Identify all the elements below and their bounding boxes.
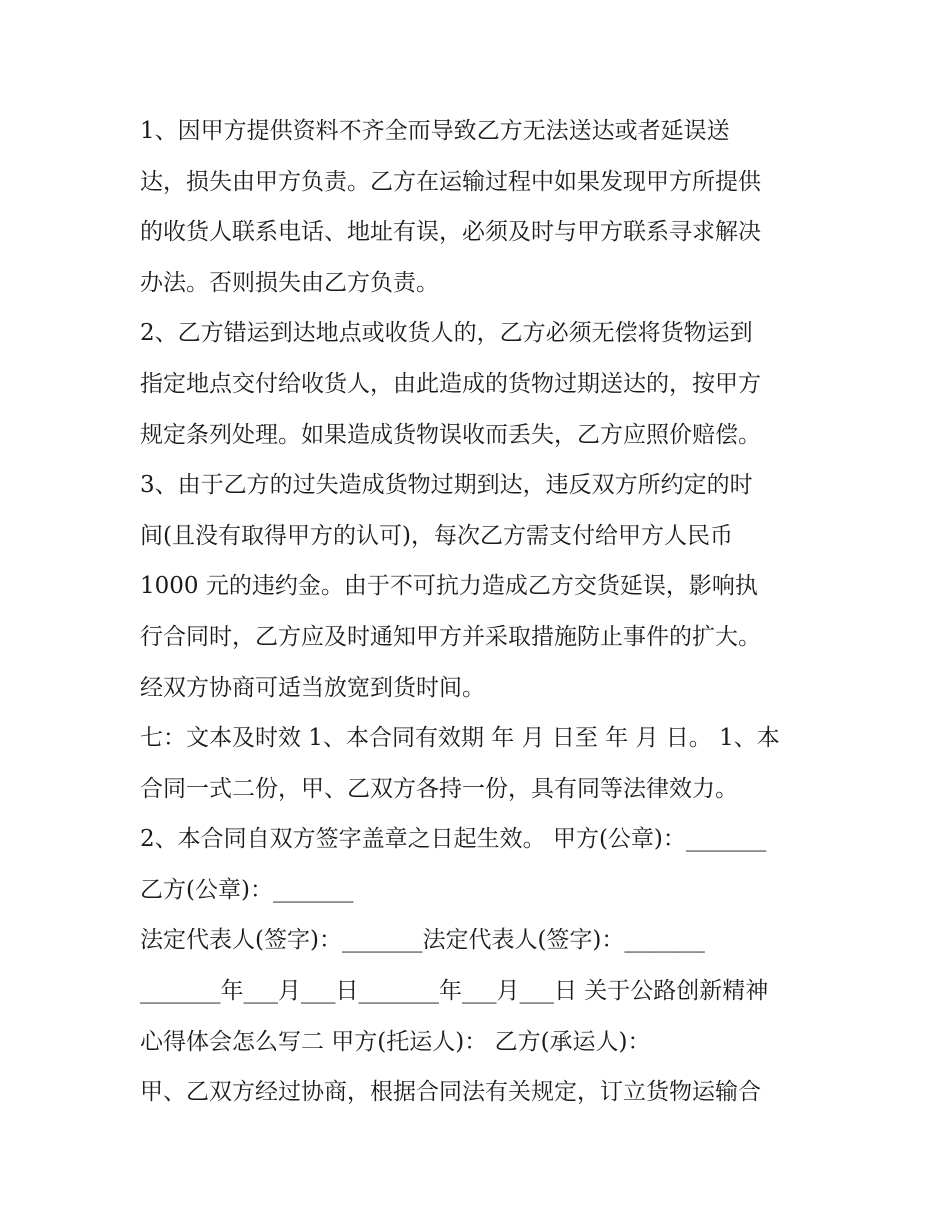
text-line: 心得体会怎么写二 甲方(托运人)： 乙方(承运人)： xyxy=(140,1029,651,1055)
text-line: 间(且没有取得甲方的认可)，每次乙方需支付给甲方人民币 xyxy=(140,523,733,549)
text-line: 2、乙方错运到达地点或收货人的，乙方必须无偿将货物运到 xyxy=(140,320,753,346)
text-line: 经双方协商可适当放宽到货时间。 xyxy=(140,675,485,701)
text-line: 乙方(公章)：_______ xyxy=(140,877,354,903)
text-line: 指定地点交付给收货人，由此造成的货物过期送达的，按甲方 xyxy=(140,371,761,397)
text-line: 行合同时，乙方应及时通知甲方并采取措施防止事件的扩大。 xyxy=(140,624,761,650)
text-line: 办法。否则损失由乙方负责。 xyxy=(140,270,439,296)
text-line: 的收货人联系电话、地址有误，必须及时与甲方联系寻求解决 xyxy=(140,219,761,245)
text-line: 合同一式二份，甲、乙双方各持一份，具有同等法律效力。 xyxy=(140,776,738,802)
text-line: 1000 元的违约金。由于不可抗力造成乙方交货延误，影响执 xyxy=(140,573,758,599)
text-line: 3、由于乙方的过失造成货物过期到达，违反双方所约定的时 xyxy=(140,472,753,498)
text-line: 1、因甲方提供资料不齐全而导致乙方无法送达或者延误送 xyxy=(140,118,730,144)
text-line: 甲、乙双方经过协商，根据合同法有关规定，订立货物运输合 xyxy=(140,1079,761,1105)
text-line: 法定代表人(签字)：_______法定代表人(签字)：_______ xyxy=(140,927,705,953)
text-line: _______年___月___日_______年___月___日 关于公路创新精神 xyxy=(140,978,769,1004)
text-line: 七：文本及时效 1、本合同有效期 年 月 日至 年 月 日。 1、本 xyxy=(140,725,780,751)
text-line: 规定条列处理。如果造成货物误收而丢失，乙方应照价赔偿。 xyxy=(140,422,761,448)
text-line: 2、本合同自双方签字盖章之日起生效。 甲方(公章)：_______ xyxy=(140,826,767,852)
text-line: 达，损失由甲方负责。乙方在运输过程中如果发现甲方所提供 xyxy=(140,169,761,195)
